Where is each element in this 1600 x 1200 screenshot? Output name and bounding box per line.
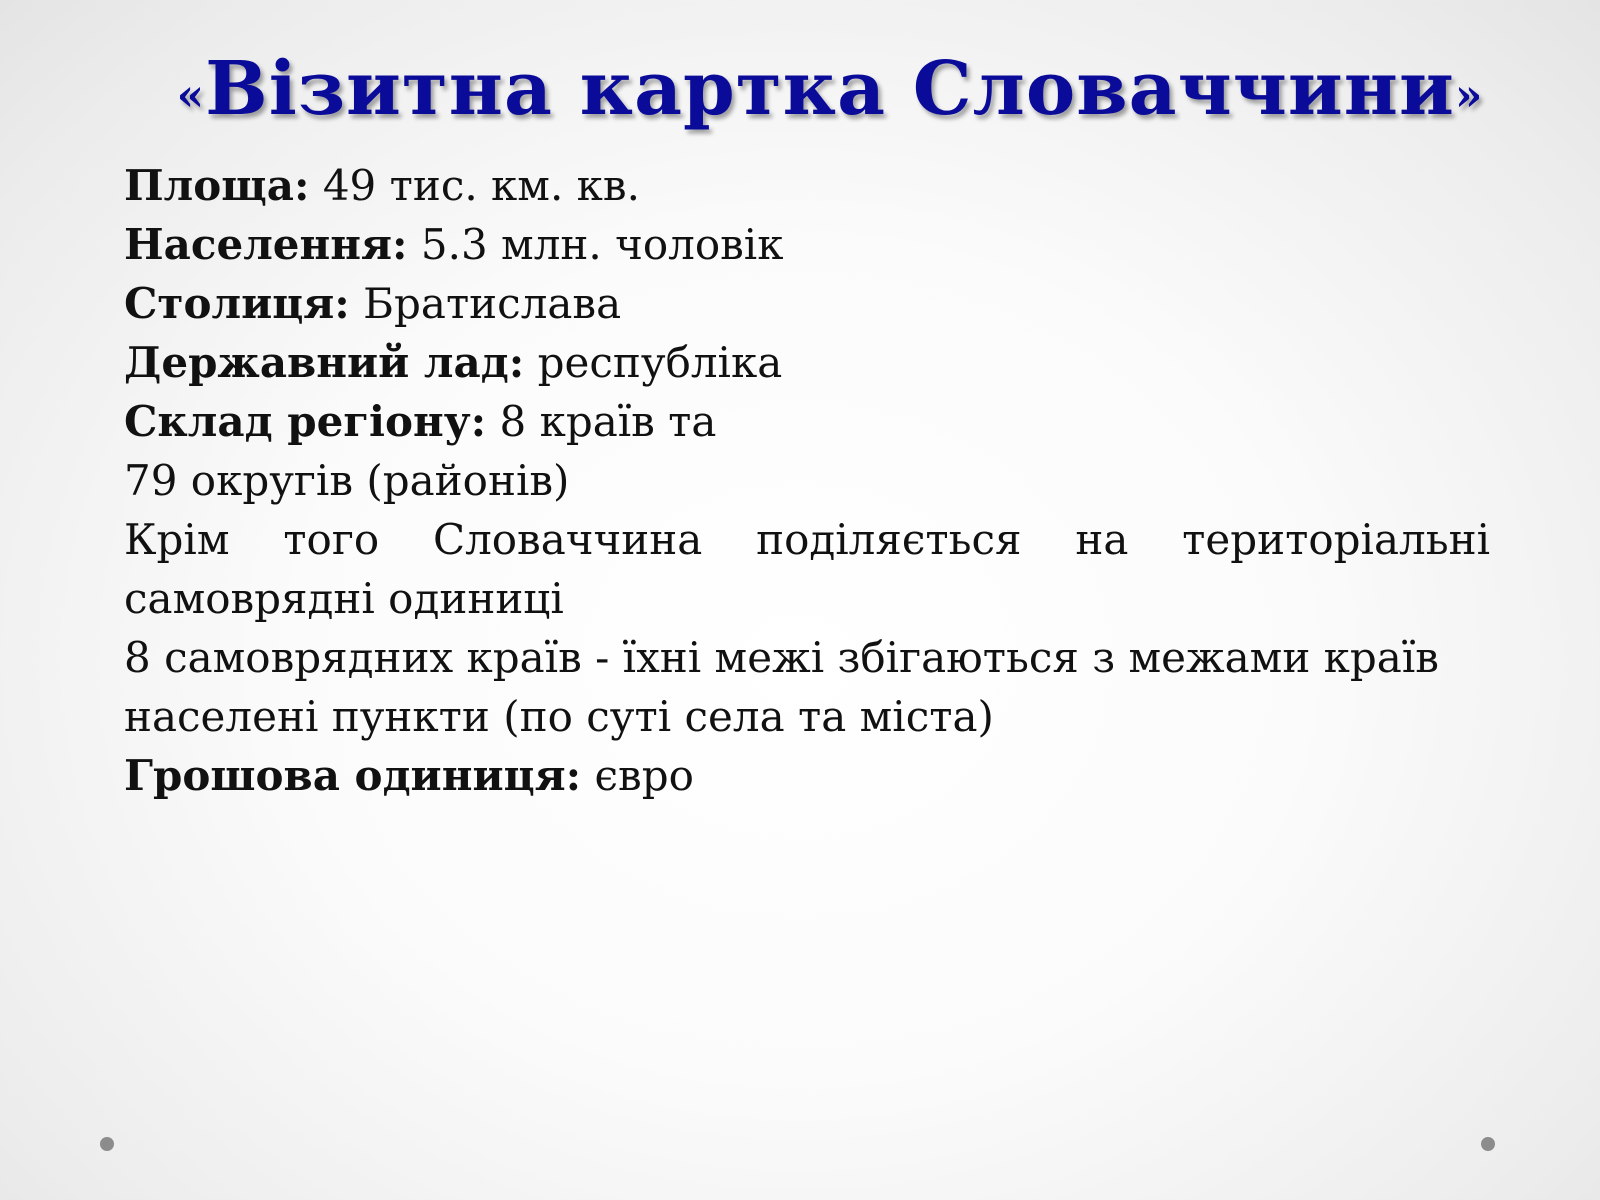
fact-area-label: Площа:: [124, 161, 310, 210]
title-close-quote: »: [1454, 70, 1484, 121]
note-line-2: самоврядні одиниці: [124, 574, 564, 623]
fact-regions-value: 8 країв та: [499, 397, 717, 446]
fact-regions-continuation: 79 округів (районів): [124, 456, 570, 505]
fact-population-value: 5.3 млн. чоловік: [420, 220, 784, 269]
title-text: Візитна картка Словаччини: [205, 46, 1455, 132]
fact-capital-label: Столиця:: [124, 279, 350, 328]
note-line-3: 8 самоврядних країв - їхні межі збігаються з межами країв: [124, 633, 1439, 682]
fact-government-label: Державний лад:: [124, 338, 525, 387]
fact-currency-label: Грошова одиниця:: [124, 751, 582, 800]
fact-government-value: республіка: [537, 338, 783, 387]
fact-currency-value: євро: [594, 751, 694, 800]
fact-population: [124, 215, 1490, 274]
slide-title: [0, 44, 1600, 141]
note-line-4: населені пункти (по суті села та міста): [124, 692, 994, 741]
decorative-dot-right: [1481, 1137, 1495, 1151]
note-line-1: Крім того Словаччина поділяється на територіальні: [124, 515, 1490, 564]
fact-capital: [124, 274, 1490, 333]
fact-area: [124, 156, 1490, 215]
fact-area-value: 49 тис. км. кв.: [322, 161, 640, 210]
fact-regions-label: Склад регіону:: [124, 397, 487, 446]
fact-population-label: Населення:: [124, 220, 408, 269]
fact-government: [124, 333, 1490, 392]
fact-currency: [124, 746, 1490, 805]
fact-capital-value: Братислава: [363, 279, 622, 328]
title-open-quote: «: [176, 70, 206, 121]
decorative-dot-left: [100, 1137, 114, 1151]
slide-body: [124, 156, 1490, 805]
fact-regions: [124, 392, 1490, 451]
